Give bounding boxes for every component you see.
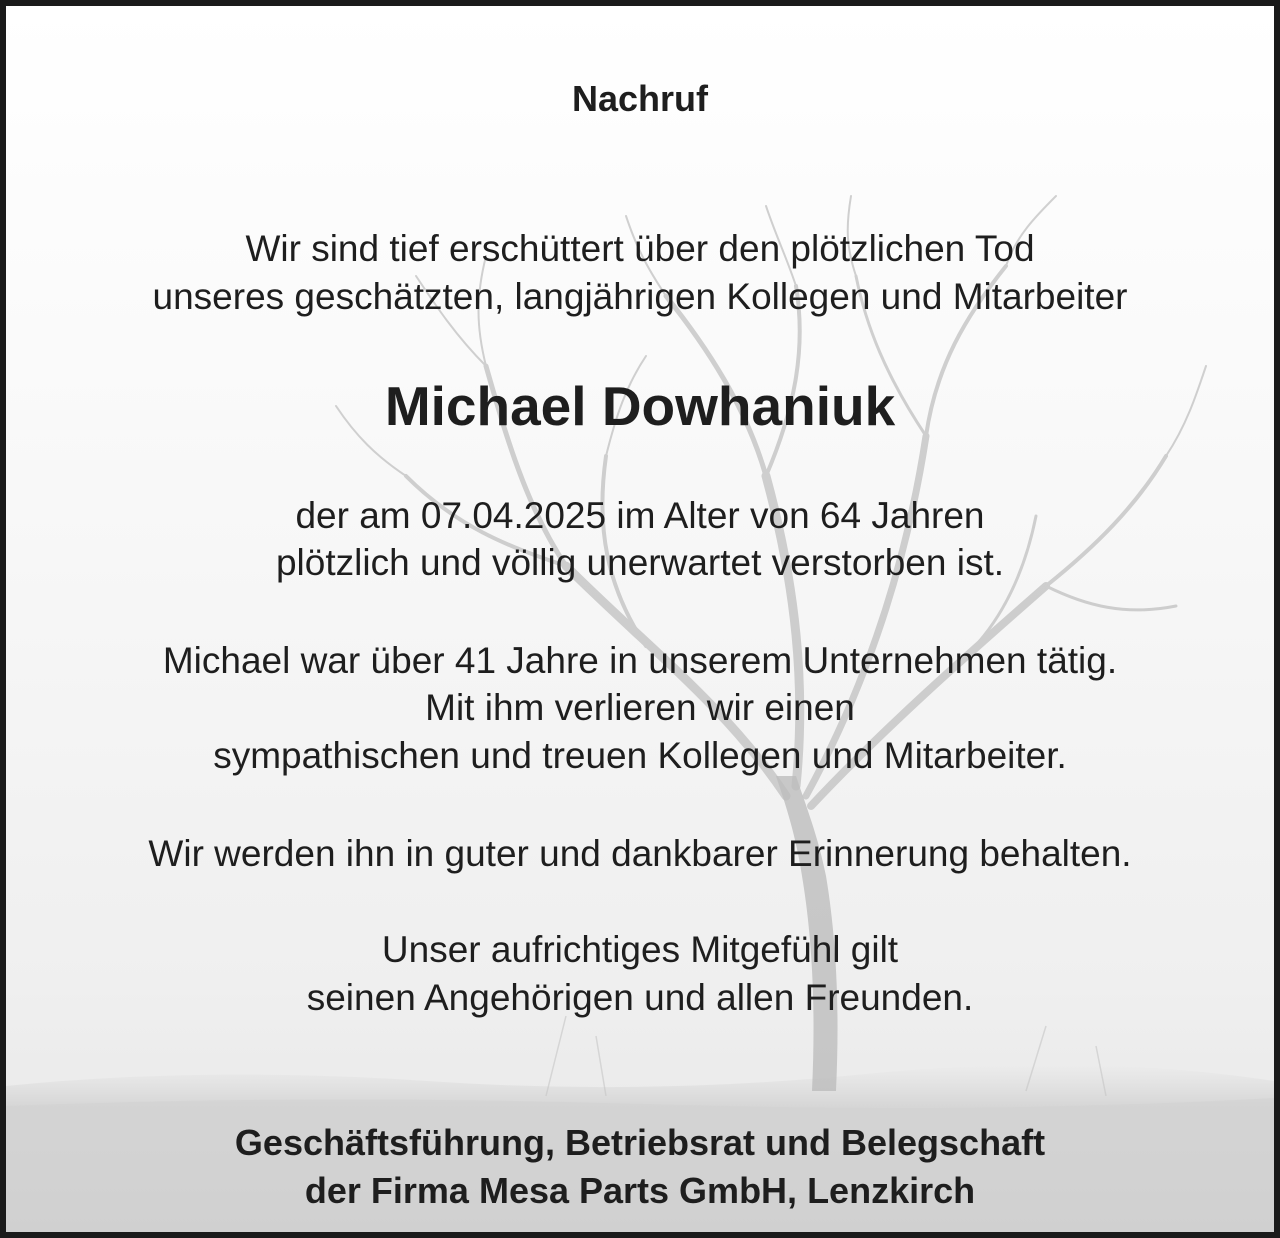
deceased-name: Michael Dowhaniuk [384, 375, 896, 437]
intro-line-2: unseres geschätzten, langjährigen Kollegen und Mitarbeiter [152, 276, 1128, 317]
intro-line-1: Wir sind tief erschüttert über den plötzlichen Tod [245, 228, 1035, 269]
condolence-line-1: Unser aufrichtiges Mitgefühl gilt [381, 929, 899, 970]
tribute-line-1: Michael war über 41 Jahre in unserem Unternehmen tätig. [162, 640, 1118, 681]
tribute-line-2: Mit ihm verlieren wir einen [425, 687, 855, 728]
death-notice-line-2: plötzlich und völlig unerwartet verstorben ist. [275, 542, 1005, 583]
condolence-line-2: seinen Angehörigen und allen Freunden. [306, 977, 974, 1018]
memory-line: Wir werden ihn in guter und dankbarer Erinnerung behalten. [148, 833, 1132, 874]
notice-heading: Nachruf [571, 78, 709, 119]
notice-text [6, 6, 1274, 1232]
death-notice-line-1: der am 07.04.2025 im Alter von 64 Jahren [295, 495, 985, 536]
signature-line-1: Geschäftsführung, Betriebsrat und Belegschaft [234, 1122, 1046, 1163]
tribute-line-3: sympathischen und treuen Kollegen und Mitarbeiter. [213, 735, 1067, 776]
signature-line-2: der Firma Mesa Parts GmbH, Lenzkirch [304, 1170, 976, 1211]
